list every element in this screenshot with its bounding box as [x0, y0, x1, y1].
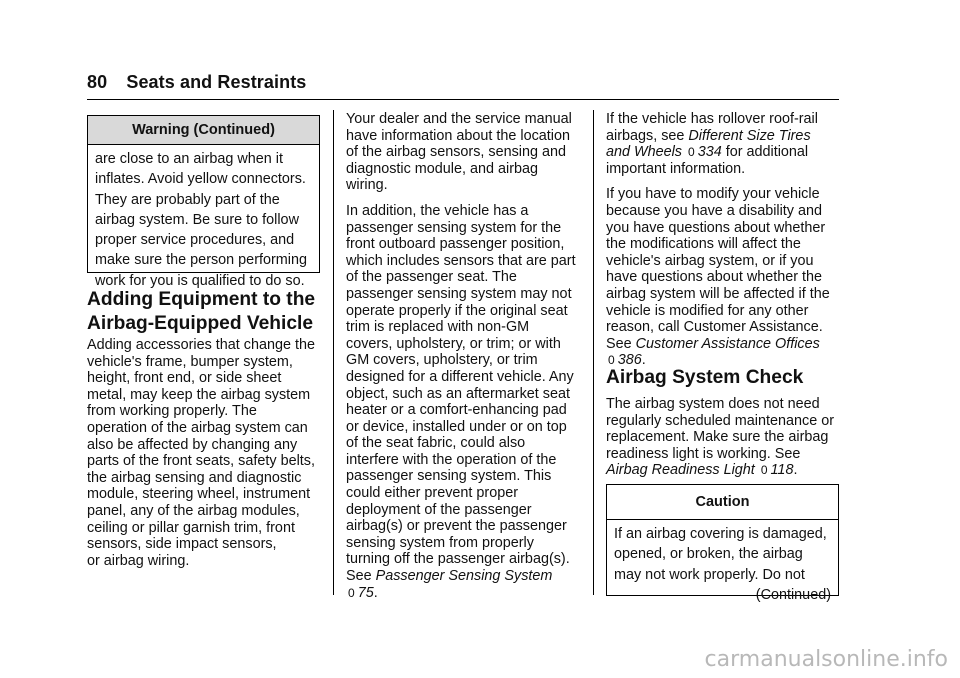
text-line: airbag system. Be sure to follow: [95, 211, 299, 228]
text-line: of the seat fabric, could also: [346, 435, 526, 452]
text-line: GM covers, upholstery, or trim: [346, 352, 538, 369]
page-ref-icon: 0: [608, 353, 615, 368]
header-rule: [87, 99, 839, 100]
text-line: which includes sensors that are part: [346, 252, 576, 269]
text-line: vehicle's frame, bumper system,: [87, 353, 293, 370]
text-line: wiring.: [346, 177, 388, 194]
text-line: interfere with the operation of the: [346, 451, 557, 468]
section-title: Seats and Restraints: [126, 72, 307, 92]
text-line: If you have to modify your vehicle: [606, 186, 820, 203]
text-line: passenger sensing system. This: [346, 468, 552, 485]
col3-paragraph-3: The airbag system does not need regularly scheduled maintenance or replacement. Make sure the airbag readiness light is working. See Airbag Readiness Light 0 118.: [606, 396, 834, 479]
text-line: or device, installed under or on top: [346, 418, 567, 435]
watermark: carmanualsonline.info: [704, 647, 948, 672]
col2-text: [346, 111, 586, 610]
text-line: operation of the airbag system can: [87, 419, 308, 436]
text-line: parts of the front seats, safety belts,: [87, 453, 315, 470]
text-line: have information about the location: [346, 127, 571, 144]
page-ref-number[interactable]: 386: [617, 352, 642, 369]
text-line: airbag(s) or prevent the passenger: [346, 518, 567, 535]
page-ref-number[interactable]: 75: [357, 584, 374, 601]
section-heading-airbag-check: Airbag System Check: [606, 367, 804, 388]
text-line: In addition, the vehicle has a: [346, 202, 529, 219]
cross-reference-link[interactable]: Airbag Readiness Light: [606, 462, 755, 479]
text-line: designed for a different vehicle. Any: [346, 368, 574, 385]
caution-title: Caution: [607, 485, 838, 520]
col1-paragraph: [87, 337, 327, 569]
col3-text: [606, 111, 846, 378]
text-line: Adding accessories that change the: [87, 337, 316, 353]
text-line: the modifications will affect the: [606, 236, 801, 253]
text-line: covers, upholstery, or trim; or with: [346, 335, 561, 352]
page-header: [87, 72, 306, 93]
text-line: of the passenger seat. The: [346, 269, 517, 286]
page-ref-icon: 0: [688, 145, 695, 160]
column-divider-1: [333, 110, 334, 595]
page-ref-number[interactable]: 334: [697, 144, 722, 161]
page-ref-icon: 0: [760, 463, 768, 478]
text-line: sensing system from properly: [346, 534, 534, 551]
cross-reference-link[interactable]: and Wheels: [606, 144, 682, 161]
warning-box: [87, 115, 320, 289]
text-line: replacement. Make sure the airbag: [606, 429, 829, 446]
see-word: See: [346, 568, 372, 585]
text-line: vehicle's airbag system, or if you: [606, 252, 814, 269]
text-line: have questions about whether the: [606, 269, 823, 286]
page-ref-icon: 0: [348, 585, 355, 600]
text-line: panel, any of the airbag modules,: [87, 502, 300, 519]
warning-body: [88, 145, 319, 291]
text-line: Your dealer and the service manual: [346, 111, 572, 127]
text-line: deployment of the passenger: [346, 501, 532, 518]
text-line: are close to an airbag when it: [95, 151, 283, 167]
text-line: or airbag wiring.: [87, 552, 190, 569]
text-line: module, steering wheel, instrument: [87, 486, 311, 503]
col2-paragraph-2: In addition, the vehicle has a passenger sensing system for the front outboard passenger position, which includes sensors that are part of the passenger seat. The passenger sensing system may not operate properly if the original seat trim is replaced with non-GM covers, upholstery, or trim; or with GM covers, upholstery, or trim designed for a different vehicle. Any object, such as an aftermarket seat heater or a comfort-enhancing pad or device, installed under or on top of the seat fabric, could also interfere with the operation of the passenger sensing system. This could either prevent proper deployment of the passenger airbag(s) or prevent the passenger sensing system from properly turning off the passenger airbag(s). See Passenger Sensing System 0 75.: [346, 202, 576, 601]
text-line: because you have a disability and: [606, 202, 823, 219]
text-line: vehicle is modified for any other: [606, 302, 809, 319]
cross-reference-link[interactable]: Passenger Sensing System: [375, 568, 553, 585]
caution-body: [607, 520, 838, 605]
text-line: They are probably part of the: [95, 191, 280, 208]
page-ref-number[interactable]: 118: [770, 462, 794, 479]
page-number: 80: [87, 72, 108, 92]
text-line: work for you is qualified to do so.: [95, 272, 305, 289]
text-line: readiness light is working. See: [606, 445, 801, 462]
text-line: turning off the passenger airbag(s).: [346, 551, 570, 568]
text-line: ceiling or pillar garnish trim, front: [87, 519, 295, 536]
text-line: could either prevent proper: [346, 485, 518, 502]
text-line: object, such as an aftermarket seat: [346, 385, 570, 402]
text-line: you have questions about whether: [606, 219, 826, 236]
section-heading-adding-equipment: Adding Equipment to the Airbag-Equipped Vehicle: [87, 289, 316, 334]
text-line: front outboard passenger position,: [346, 236, 565, 253]
col3-paragraph-1: If the vehicle has rollover roof-rail airbags, see Different Size Tires and Wheels 0 334 for additional important information.: [606, 111, 818, 177]
column-divider-2: [593, 110, 594, 595]
text-line: opened, or broken, the airbag: [614, 546, 803, 563]
text-line: of the airbag sensors, sensing and: [346, 144, 566, 161]
text-line: may not work properly. Do not: [614, 566, 805, 583]
text-line: the airbag sensing and diagnostic: [87, 469, 302, 486]
text-line: metal, may keep the airbag system: [87, 386, 311, 403]
text-line: If an airbag covering is damaged,: [614, 526, 827, 542]
text-line: heater or a comfort-enhancing pad: [346, 402, 567, 419]
caution-box: [606, 484, 839, 603]
text-line: The airbag system does not need: [606, 396, 820, 412]
text-line: passenger sensing system for the: [346, 219, 562, 236]
text-line: inflates. Avoid yellow connectors.: [95, 171, 306, 188]
cross-reference-link[interactable]: Customer Assistance Offices: [635, 335, 820, 352]
text-line: regularly scheduled maintenance or: [606, 412, 834, 429]
text-line: height, front end, or side sheet: [87, 370, 282, 387]
col3-paragraph-2: If you have to modify your vehicle because you have a disability and you have questions about whether the modifications will affect the vehicle's airbag system, or if you have questions about whether the airbag system will be affected if the vehicle is modified for any other reason, call Customer Assistance. See Customer Assistance Offices 0 386.: [606, 186, 830, 369]
continued-label: (Continued): [755, 586, 831, 603]
text-line: make sure the person performing: [95, 252, 307, 269]
col2-paragraph-1: [346, 111, 586, 194]
text-line: reason, call Customer Assistance.: [606, 319, 823, 336]
text-line: from working properly. The: [87, 403, 257, 420]
cross-reference-link[interactable]: Different Size Tires: [688, 127, 811, 144]
warning-title: Warning (Continued): [88, 116, 319, 145]
text-line: also be affected by changing any: [87, 436, 298, 453]
text-line: passenger sensing system may not: [346, 285, 572, 302]
text-line: proper service procedures, and: [95, 232, 295, 249]
text-line: sensors, side impact sensors,: [87, 536, 277, 553]
text-line: operate properly if the original seat: [346, 302, 568, 319]
text-line: diagnostic module, and airbag: [346, 160, 539, 177]
text-line: trim is replaced with non-GM: [346, 319, 530, 336]
text-line: airbag system will be affected if the: [606, 285, 830, 302]
